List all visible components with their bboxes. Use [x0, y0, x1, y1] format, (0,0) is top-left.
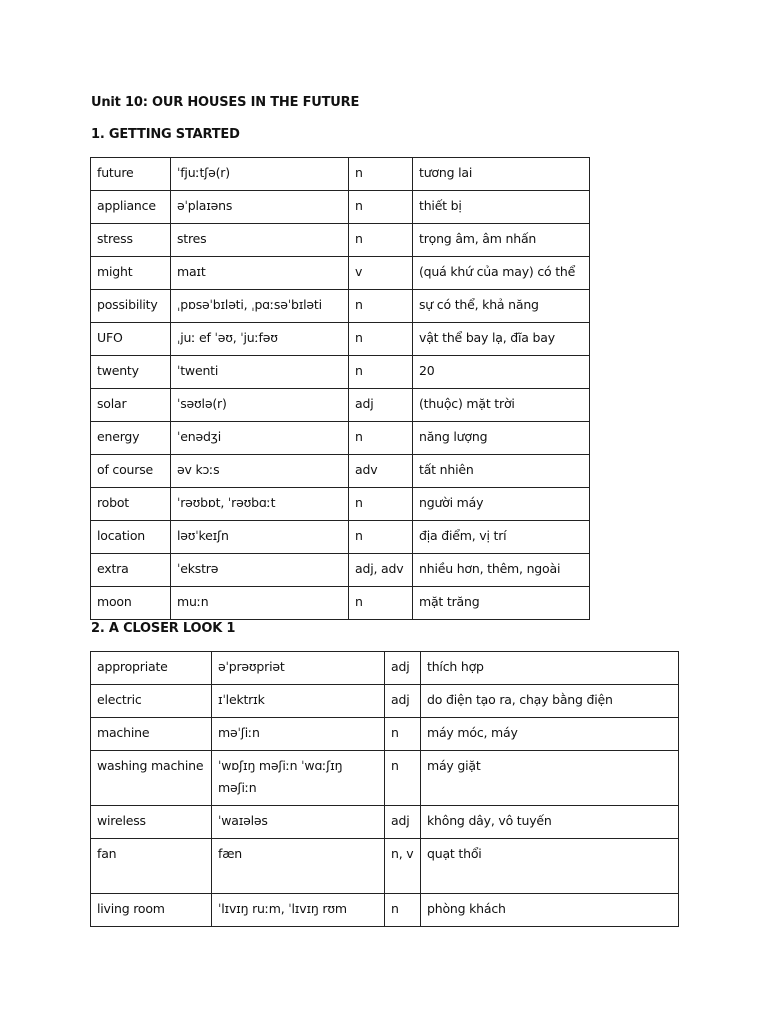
vocab-ipa-cell: ˌpɒsəˈbɪləti, ˌpɑːsəˈbɪləti [171, 290, 349, 323]
vocab-part-of-speech-cell: n [349, 158, 413, 191]
vocab-word-cell: future [91, 158, 171, 191]
table-row [91, 521, 590, 554]
vocab-word-cell: appliance [91, 191, 171, 224]
vocab-part-of-speech-cell: n [349, 323, 413, 356]
table-row [91, 587, 590, 620]
vocab-meaning-cell: 20 [413, 356, 590, 389]
vocab-part-of-speech-cell: adj [385, 685, 421, 718]
vocab-word-cell: twenty [91, 356, 171, 389]
table-row [91, 356, 590, 389]
vocab-part-of-speech-cell: n [349, 356, 413, 389]
vocab-part-of-speech-cell: n [349, 290, 413, 323]
vocab-meaning-cell: (quá khứ của may) có thể [413, 257, 590, 290]
vocab-ipa-cell: ˈenədʒi [171, 422, 349, 455]
vocab-ipa-cell: əv kɔːs [171, 455, 349, 488]
vocab-part-of-speech-cell: n [385, 718, 421, 751]
vocab-meaning-cell: không dây, vô tuyến [421, 806, 679, 839]
vocab-word-cell: electric [91, 685, 212, 718]
table-row [91, 290, 590, 323]
vocab-meaning-cell: thích hợp [421, 652, 679, 685]
vocab-word-cell: UFO [91, 323, 171, 356]
table-row [91, 224, 590, 257]
vocab-ipa-cell: maɪt [171, 257, 349, 290]
table-row [91, 806, 679, 839]
vocab-meaning-cell: do điện tạo ra, chạy bằng điện [421, 685, 679, 718]
vocab-meaning-cell: tất nhiên [413, 455, 590, 488]
table-row [91, 685, 679, 718]
vocab-meaning-cell: trọng âm, âm nhấn [413, 224, 590, 257]
vocab-part-of-speech-cell: n [349, 422, 413, 455]
vocab-ipa-cell: ˈtwenti [171, 356, 349, 389]
vocab-word-cell: appropriate [91, 652, 212, 685]
vocab-part-of-speech-cell: n [385, 751, 421, 806]
vocab-ipa-cell: ˈsəʊlə(r) [171, 389, 349, 422]
table-row [91, 389, 590, 422]
vocab-word-cell: washing machine [91, 751, 212, 806]
vocab-part-of-speech-cell: n [349, 488, 413, 521]
vocab-word-cell: wireless [91, 806, 212, 839]
vocab-part-of-speech-cell: n [349, 191, 413, 224]
vocab-word-cell: robot [91, 488, 171, 521]
vocab-ipa-cell: ˈfjuːtʃə(r) [171, 158, 349, 191]
table-row [91, 488, 590, 521]
vocab-meaning-cell: thiết bị [413, 191, 590, 224]
table-row [91, 751, 679, 806]
table-row [91, 455, 590, 488]
vocab-meaning-cell: vật thể bay lạ, đĩa bay [413, 323, 590, 356]
vocabulary-table-a-closer-look-1 [90, 651, 679, 927]
vocab-ipa-cell: əˈprəʊpriət [212, 652, 385, 685]
vocab-meaning-cell: tương lai [413, 158, 590, 191]
vocab-meaning-cell: máy giặt [421, 751, 679, 806]
vocab-word-cell: moon [91, 587, 171, 620]
vocab-word-cell: machine [91, 718, 212, 751]
vocab-word-cell: extra [91, 554, 171, 587]
vocab-part-of-speech-cell: n [349, 587, 413, 620]
vocab-part-of-speech-cell: adj [385, 806, 421, 839]
vocab-meaning-cell: quạt thổi [421, 839, 679, 894]
vocab-meaning-cell: sự có thể, khả năng [413, 290, 590, 323]
vocab-ipa-cell: məˈʃiːn [212, 718, 385, 751]
table-row [91, 158, 590, 191]
vocab-meaning-cell: (thuộc) mặt trời [413, 389, 590, 422]
vocab-meaning-cell: địa điểm, vị trí [413, 521, 590, 554]
vocab-ipa-cell: ˈekstrə [171, 554, 349, 587]
vocab-ipa-cell: ˈlɪvɪŋ ruːm, ˈlɪvɪŋ rʊm [212, 894, 385, 927]
vocab-word-cell: energy [91, 422, 171, 455]
vocab-ipa-cell: stres [171, 224, 349, 257]
table-row [91, 894, 679, 927]
vocab-part-of-speech-cell: n [349, 224, 413, 257]
vocab-word-cell: location [91, 521, 171, 554]
vocab-ipa-cell: fæn [212, 839, 385, 894]
vocab-part-of-speech-cell: v [349, 257, 413, 290]
vocab-word-cell: of course [91, 455, 171, 488]
vocab-part-of-speech-cell: n, v [385, 839, 421, 894]
vocab-ipa-cell: muːn [171, 587, 349, 620]
vocab-word-cell: stress [91, 224, 171, 257]
vocab-part-of-speech-cell: n [349, 521, 413, 554]
vocab-meaning-cell: máy móc, máy [421, 718, 679, 751]
vocab-ipa-cell: ˌjuː ef ˈəʊ, ˈjuːfəʊ [171, 323, 349, 356]
vocab-word-cell: fan [91, 839, 212, 894]
vocab-part-of-speech-cell: adj, adv [349, 554, 413, 587]
vocab-ipa-cell: ˈwaɪələs [212, 806, 385, 839]
table-row [91, 839, 679, 894]
section-heading-a-closer-look-1: 2. A CLOSER LOOK 1 [91, 621, 236, 636]
vocab-part-of-speech-cell: adj [349, 389, 413, 422]
vocab-word-cell: living room [91, 894, 212, 927]
vocab-ipa-cell: ləʊˈkeɪʃn [171, 521, 349, 554]
vocab-meaning-cell: nhiều hơn, thêm, ngoài [413, 554, 590, 587]
vocab-meaning-cell: năng lượng [413, 422, 590, 455]
vocab-word-cell: possibility [91, 290, 171, 323]
vocab-ipa-cell: ɪˈlektrɪk [212, 685, 385, 718]
vocab-part-of-speech-cell: n [385, 894, 421, 927]
vocab-word-cell: might [91, 257, 171, 290]
table-row [91, 191, 590, 224]
vocab-meaning-cell: mặt trăng [413, 587, 590, 620]
table-row [91, 422, 590, 455]
vocab-part-of-speech-cell: adj [385, 652, 421, 685]
vocab-ipa-cell: ˈrəʊbɒt, ˈrəʊbɑːt [171, 488, 349, 521]
table-row [91, 323, 590, 356]
table-row [91, 554, 590, 587]
vocab-meaning-cell: người máy [413, 488, 590, 521]
document-title: Unit 10: OUR HOUSES IN THE FUTURE [91, 95, 360, 110]
vocab-meaning-cell: phòng khách [421, 894, 679, 927]
table-row [91, 652, 679, 685]
table-row [91, 257, 590, 290]
vocab-ipa-cell: ˈwɒʃɪŋ məʃiːn ˈwɑːʃɪŋ məʃiːn [212, 751, 385, 806]
vocab-ipa-cell: əˈplaɪəns [171, 191, 349, 224]
vocabulary-table-getting-started [90, 157, 590, 620]
table-row [91, 718, 679, 751]
vocab-word-cell: solar [91, 389, 171, 422]
section-heading-getting-started: 1. GETTING STARTED [91, 127, 240, 142]
vocab-part-of-speech-cell: adv [349, 455, 413, 488]
